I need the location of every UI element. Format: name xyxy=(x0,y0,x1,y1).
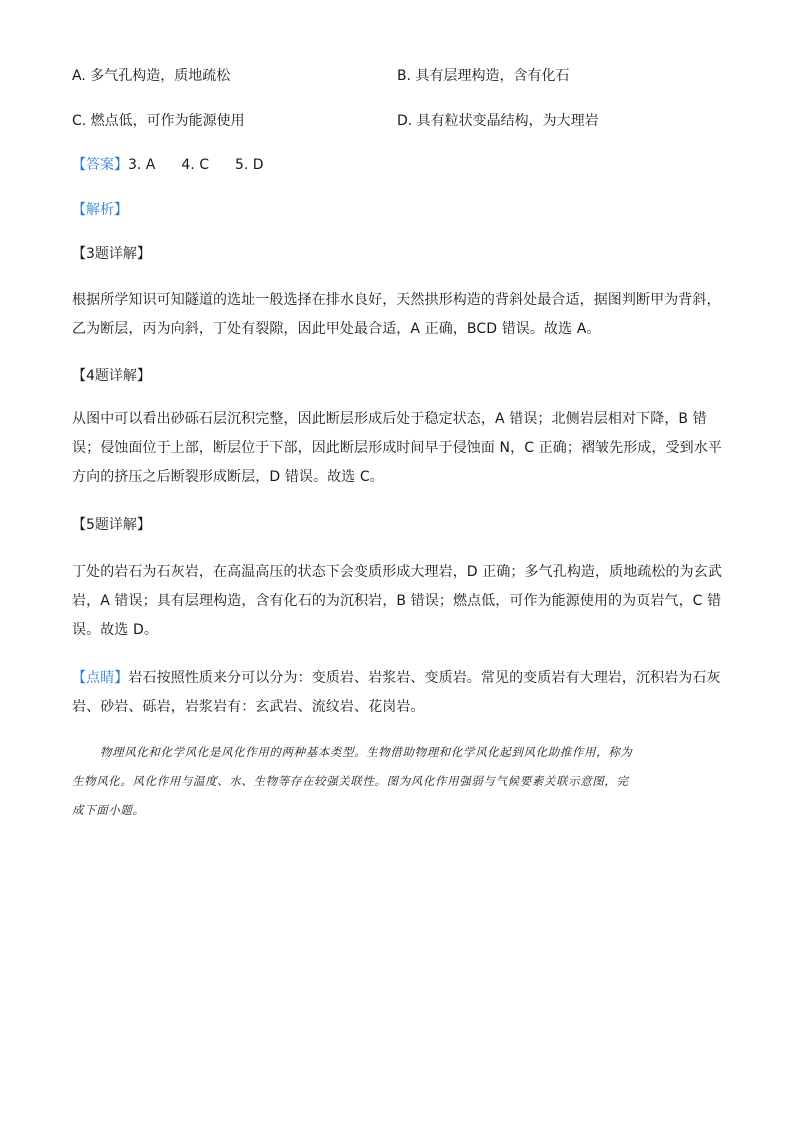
option-c: C. 燃点低，可作为能源使用 xyxy=(72,113,245,129)
q4-title: 【4题详解】 xyxy=(72,368,151,384)
q3-line-2: 乙为断层，丙为向斜，丁处有裂隙，因此甲处最合适，A 正确，BCD 错误。故选 A。 xyxy=(72,321,601,337)
q5-line-3: 误。故选 D。 xyxy=(72,622,158,638)
answer-label: 【答案】 xyxy=(72,157,128,173)
tip-line-1-text: 岩石按照性质来分可以分为：变质岩、岩浆岩、变质岩。常见的变质岩有大理岩，沉积岩为石灰 xyxy=(128,670,721,686)
q3-body xyxy=(72,286,722,344)
tip-label: 【点睛】 xyxy=(72,670,129,686)
options-row-ab xyxy=(72,66,732,86)
analysis-label: 【解析】 xyxy=(72,202,128,218)
intro-line-2: 生物风化。风化作用与温度、水、生物等存在较强关联性。图为风化作用强弱与气候要素关联示意图，完 xyxy=(72,774,629,788)
q4-line-2: 误；侵蚀面位于上部，断层位于下部，因此断层形成时间早于侵蚀面 N，C 正确；褶皱先形成，受到水平 xyxy=(72,440,722,456)
options-row-cd xyxy=(72,111,732,131)
option-d: D. 具有粒状变晶结构，为大理岩 xyxy=(397,113,599,129)
option-a: A. 多气孔构造，质地疏松 xyxy=(72,68,231,84)
q5-body xyxy=(72,558,722,645)
answer-line xyxy=(72,155,264,175)
option-b: B. 具有层理构造，含有化石 xyxy=(397,68,570,84)
q5-line-1: 丁处的岩石为石灰岩，在高温高压的状态下会变质形成大理岩，D 正确；多气孔构造，质地疏松的为玄武 xyxy=(72,564,722,580)
answer-3: 3. A xyxy=(128,157,156,173)
q5-line-2: 岩，A 错误；具有层理构造，含有化石的为沉积岩，B 错误；燃点低，可作为能源使用的为页岩气，C 错 xyxy=(72,593,722,609)
tip-line-1 xyxy=(72,664,722,693)
q5-title: 【5题详解】 xyxy=(72,517,151,533)
q4-line-1: 从图中可以看出砂砾石层沉积完整，因此断层形成后处于稳定状态，A 错误；北侧岩层相对下降，B 错 xyxy=(72,411,707,427)
intro-paragraph xyxy=(72,738,722,825)
tip-body xyxy=(72,664,722,722)
intro-line-1: 物理风化和化学风化是风化作用的两种基本类型。生物借助物理和化学风化起到风化助推作用，称为 xyxy=(100,745,633,759)
q4-body xyxy=(72,405,722,492)
tip-line-2: 岩、砂岩、砾岩，岩浆岩有：玄武岩、流纹岩、花岗岩。 xyxy=(72,699,425,715)
intro-line-3: 成下面小题。 xyxy=(72,803,145,817)
q4-line-3: 方向的挤压之后断裂形成断层，D 错误。故选 C。 xyxy=(72,469,384,485)
answer-4: 4. C xyxy=(181,157,209,173)
answer-5: 5. D xyxy=(234,157,264,173)
q3-title: 【3题详解】 xyxy=(72,246,151,262)
q3-line-1: 根据所学知识可知隧道的选址一般选择在排水良好，天然拱形构造的背斜处最合适，据图判断甲为背斜， xyxy=(72,292,721,308)
